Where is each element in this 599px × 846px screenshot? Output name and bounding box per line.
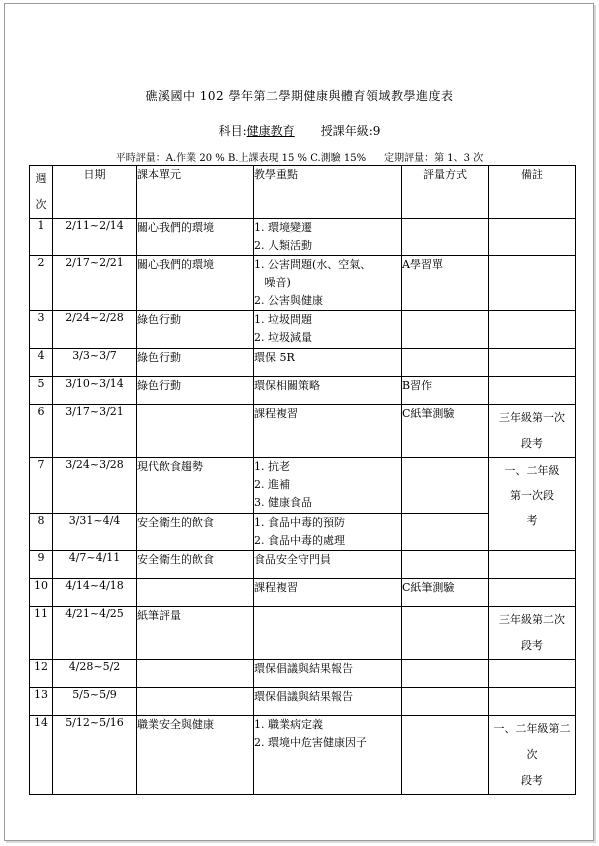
date-cell: 2/17~2/21 xyxy=(53,256,137,311)
method-cell xyxy=(402,349,489,377)
unit-cell: 綠色行動 xyxy=(137,349,254,377)
table-row xyxy=(30,660,576,688)
focus-cell xyxy=(254,311,402,349)
focus-line: 1. 環境變遷 xyxy=(254,221,312,234)
unit-cell xyxy=(137,405,254,458)
note-cell-week6 xyxy=(489,405,576,458)
table-row xyxy=(30,405,576,458)
unit-cell: 紙筆評量 xyxy=(137,607,254,660)
note-line: 第一次段 xyxy=(510,489,554,502)
date-cell: 3/17~3/21 xyxy=(53,405,137,458)
week-cell: 4 xyxy=(30,349,53,377)
week-cell: 1 xyxy=(30,219,53,256)
date-cell: 4/28~5/2 xyxy=(53,660,137,688)
unit-cell: 安全衛生的飲食 xyxy=(137,514,254,551)
note-cell xyxy=(489,219,576,256)
table-row xyxy=(30,688,576,716)
focus-cell xyxy=(254,551,402,579)
method-cell xyxy=(402,660,489,688)
focus-cell xyxy=(254,458,402,514)
method-cell: A學習單 xyxy=(402,256,489,311)
week-cell: 2 xyxy=(30,256,53,311)
week-cell: 11 xyxy=(30,607,53,660)
focus-line: 環保倡議與結果報告 xyxy=(254,690,353,703)
note-line: 段考 xyxy=(521,437,543,450)
week-cell: 10 xyxy=(30,579,53,607)
method-cell xyxy=(402,311,489,349)
note-cell xyxy=(489,579,576,607)
date-cell: 2/24~2/28 xyxy=(53,311,137,349)
schedule-table xyxy=(29,165,576,795)
focus-line: 課程複習 xyxy=(254,407,298,420)
unit-cell xyxy=(137,688,254,716)
date-cell: 3/10~3/14 xyxy=(53,377,137,405)
note-cell xyxy=(489,377,576,405)
date-cell: 4/7~4/11 xyxy=(53,551,137,579)
focus-line: 2. 垃圾減量 xyxy=(254,331,312,344)
header-row xyxy=(30,166,576,219)
week-cell: 8 xyxy=(30,514,53,551)
subject-line xyxy=(0,122,599,139)
focus-line: 1. 食品中毒的預防 xyxy=(254,516,345,529)
table-row xyxy=(30,551,576,579)
page-title: 礁溪國中 102 學年第二學期健康與體育領域教學進度表 xyxy=(145,89,454,103)
note-cell-week7-8 xyxy=(489,458,576,551)
focus-line: 課程複習 xyxy=(254,581,298,594)
subject-label: 科目: xyxy=(218,124,247,138)
method-cell xyxy=(402,514,489,551)
unit-cell xyxy=(137,579,254,607)
unit-cell xyxy=(137,660,254,688)
focus-line: 環保相關策略 xyxy=(254,379,320,392)
date-cell: 3/31~4/4 xyxy=(53,514,137,551)
method-cell xyxy=(402,551,489,579)
unit-cell: 綠色行動 xyxy=(137,377,254,405)
date-cell: 4/14~4/18 xyxy=(53,579,137,607)
focus-cell xyxy=(254,660,402,688)
note-line: 一、二年級 xyxy=(504,464,560,477)
note-line: 段考 xyxy=(521,774,543,787)
note-cell xyxy=(489,311,576,349)
note-cell xyxy=(489,688,576,716)
table-row xyxy=(30,458,576,514)
focus-line: 2. 公害與健康 xyxy=(254,294,323,307)
week-cell: 12 xyxy=(30,660,53,688)
focus-line: 噪音) xyxy=(254,276,291,289)
header-method: 評量方式 xyxy=(402,166,489,219)
focus-line: 環保 5R xyxy=(254,351,295,364)
unit-cell: 綠色行動 xyxy=(137,311,254,349)
table-row xyxy=(30,607,576,660)
method-cell xyxy=(402,458,489,514)
focus-line: 2. 食品中毒的處理 xyxy=(254,534,345,547)
note-cell xyxy=(489,660,576,688)
focus-cell xyxy=(254,256,402,311)
method-cell: C紙筆測驗 xyxy=(402,579,489,607)
week-cell: 9 xyxy=(30,551,53,579)
table-row xyxy=(30,716,576,795)
method-cell: C紙筆測驗 xyxy=(402,405,489,458)
unit-cell: 關心我們的環境 xyxy=(137,256,254,311)
regular-evaluation: 平時評量：A.作業 20 % B.上課表現 15 % C.測驗 15% xyxy=(115,153,367,164)
note-line: 考 xyxy=(526,514,538,527)
table-row xyxy=(30,349,576,377)
focus-line: 1. 公害問題(水、空氣、 xyxy=(254,258,372,271)
focus-cell xyxy=(254,219,402,256)
periodic-evaluation: 定期評量：第 1、3 次 xyxy=(384,153,484,164)
focus-line: 環保倡議與結果報告 xyxy=(254,662,353,675)
table-row xyxy=(30,377,576,405)
focus-line: 1. 職業病定義 xyxy=(254,718,323,731)
week-cell: 3 xyxy=(30,311,53,349)
table-row xyxy=(30,311,576,349)
method-cell xyxy=(402,688,489,716)
date-cell: 5/12~5/16 xyxy=(53,716,137,795)
focus-cell xyxy=(254,716,402,795)
note-line: 一、二年級第二次 xyxy=(493,722,571,761)
focus-line: 2. 進補 xyxy=(254,478,290,491)
week-cell: 7 xyxy=(30,458,53,514)
note-line: 三年級第二次 xyxy=(499,613,565,626)
focus-line: 2. 人類活動 xyxy=(254,239,312,252)
note-cell-week11 xyxy=(489,607,576,660)
focus-cell xyxy=(254,349,402,377)
method-cell xyxy=(402,716,489,795)
evaluation-line xyxy=(0,149,599,164)
note-cell xyxy=(489,256,576,311)
date-cell: 4/21~4/25 xyxy=(53,607,137,660)
table-row xyxy=(30,219,576,256)
focus-line: 1. 垃圾問題 xyxy=(254,313,312,326)
header-note: 備註 xyxy=(489,166,576,219)
header-unit: 課本單元 xyxy=(137,166,254,219)
unit-cell: 現代飲食趨勢 xyxy=(137,458,254,514)
note-cell xyxy=(489,551,576,579)
unit-cell: 安全衛生的飲食 xyxy=(137,551,254,579)
date-cell: 3/24~3/28 xyxy=(53,458,137,514)
focus-line: 3. 健康食品 xyxy=(254,496,312,509)
method-cell: B習作 xyxy=(402,377,489,405)
note-cell xyxy=(489,349,576,377)
date-cell: 5/5~5/9 xyxy=(53,688,137,716)
focus-line: 1. 抗老 xyxy=(254,460,290,473)
focus-cell xyxy=(254,579,402,607)
week-cell: 6 xyxy=(30,405,53,458)
method-cell xyxy=(402,607,489,660)
focus-cell xyxy=(254,688,402,716)
unit-cell: 職業安全與健康 xyxy=(137,716,254,795)
grade-label: 授課年級:9 xyxy=(320,124,381,138)
week-cell: 13 xyxy=(30,688,53,716)
focus-cell xyxy=(254,405,402,458)
focus-line: 食品安全守門員 xyxy=(254,553,331,566)
header-focus: 教學重點 xyxy=(254,166,402,219)
header-date: 日期 xyxy=(53,166,137,219)
method-cell xyxy=(402,219,489,256)
note-line: 三年級第一次 xyxy=(499,411,565,424)
focus-cell xyxy=(254,514,402,551)
unit-cell: 關心我們的環境 xyxy=(137,219,254,256)
schedule-body xyxy=(30,219,576,795)
note-cell-week14 xyxy=(489,716,576,795)
focus-cell xyxy=(254,377,402,405)
table-row xyxy=(30,256,576,311)
week-cell: 5 xyxy=(30,377,53,405)
date-cell: 3/3~3/7 xyxy=(53,349,137,377)
note-line: 段考 xyxy=(521,639,543,652)
week-cell: 14 xyxy=(30,716,53,795)
focus-cell xyxy=(254,607,402,660)
date-cell: 2/11~2/14 xyxy=(53,219,137,256)
focus-line: 2. 環境中危害健康因子 xyxy=(254,736,367,749)
header-week: 週 次 xyxy=(30,166,53,219)
subject-value: 健康教育 xyxy=(246,124,295,138)
table-row xyxy=(30,579,576,607)
